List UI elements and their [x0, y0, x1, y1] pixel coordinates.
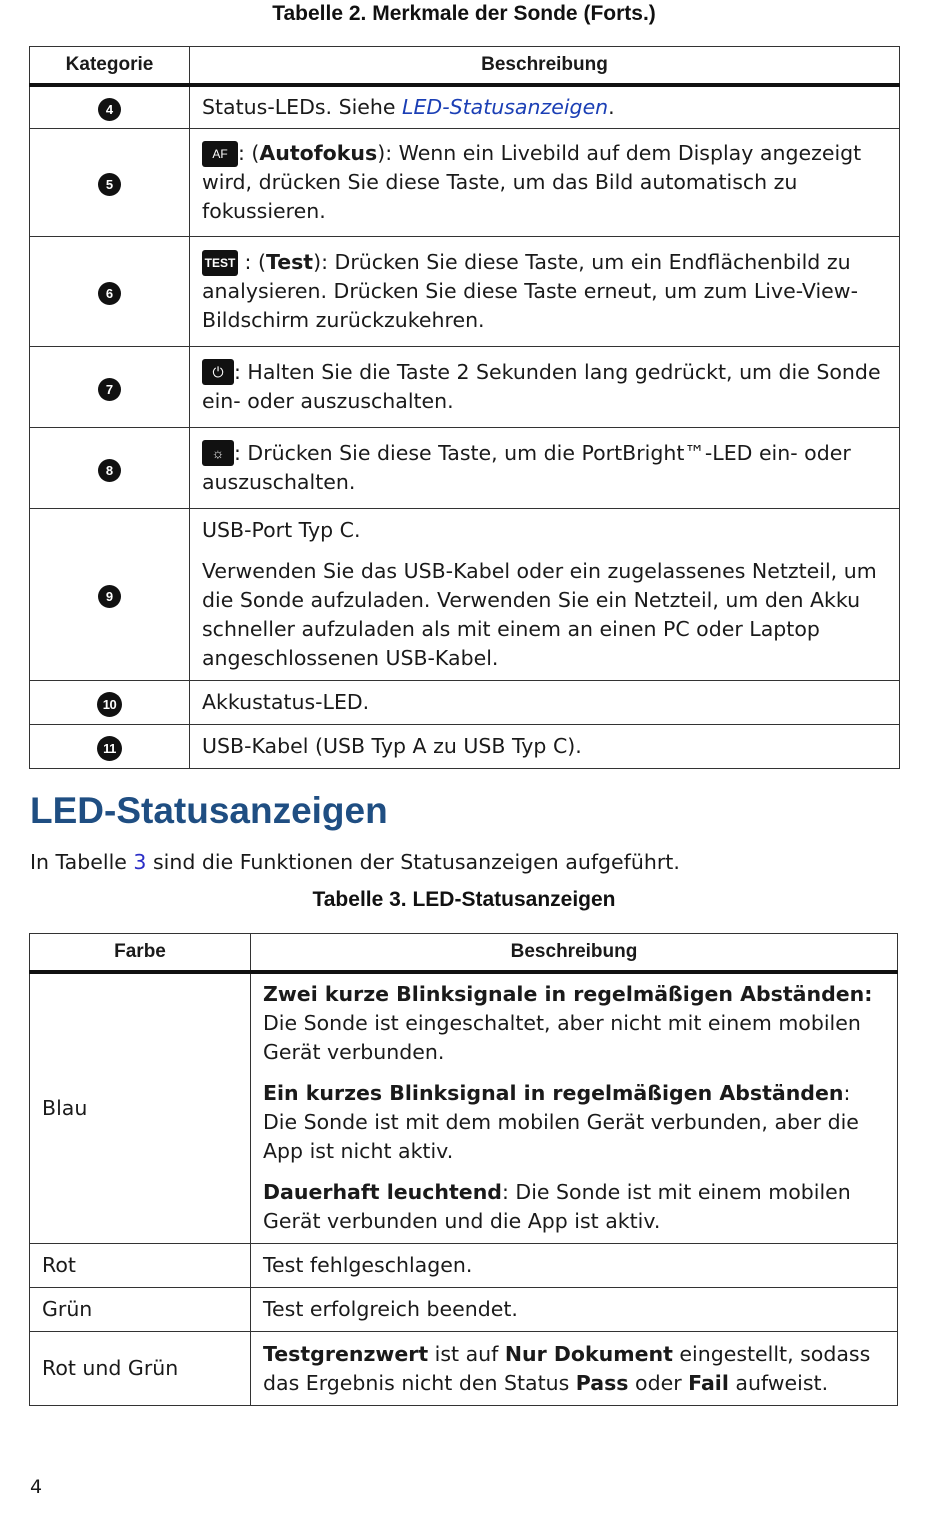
header-description: Beschreibung [251, 934, 898, 972]
callout-number: 4 [98, 98, 121, 121]
color-green: Grün [30, 1288, 251, 1332]
row-text: ): Drücken Sie diese Taste, um ein Endflächenbild zu analysieren. Drücken Sie diese Taste erneut, um zum Live-View-Bildschirm zurückzukehren. [202, 250, 858, 332]
callout-number: 6 [98, 282, 121, 305]
color-blue: Blau [30, 972, 251, 1244]
row-text-detail: Verwenden Sie das USB-Kabel oder ein zugelassenes Netzteil, um die Sonde aufzuladen. Verwenden Sie ein Netzteil, um den Akku schneller aufzuladen als mit einem an einen PC oder Laptop angeschlossenen USB-Kabel. [202, 559, 877, 670]
callout-number: 9 [98, 585, 121, 608]
table-row: 5 AF : (Autofokus): Wenn ein Livebild auf dem Display angezeigt wird, drücken Sie diese Taste, um das Bild automatisch zu fokussieren. [30, 129, 900, 237]
row-text: USB-Port Typ C. [202, 518, 361, 542]
red-text: Test fehlgeschlagen. [251, 1244, 898, 1288]
header-description: Beschreibung [190, 47, 900, 85]
callout-number: 5 [98, 173, 121, 196]
callout-number: 7 [98, 378, 121, 401]
autofocus-key-icon: AF [202, 141, 238, 167]
table-row [30, 725, 900, 769]
green-text: Test erfolgreich beendet. [251, 1288, 898, 1332]
light-icon: ☼ [202, 440, 234, 466]
header-category: Kategorie [30, 47, 190, 85]
row-text: Akkustatus-LED. [190, 681, 900, 725]
row-text: : Drücken Sie diese Taste, um die PortBright™-LED ein- oder auszuschalten. [202, 441, 851, 494]
row-text: : Halten Sie die Taste 2 Sekunden lang gedrückt, um die Sonde ein- oder auszuschalten. [202, 360, 881, 413]
table3-link[interactable]: 3 [133, 850, 147, 874]
blue-item: Dauerhaft leuchtend: Die Sonde ist mit einem mobilen Gerät verbunden und die App ist aktiv. [263, 1180, 851, 1234]
table-row [30, 1288, 898, 1332]
color-red: Rot [30, 1244, 251, 1288]
table-row [30, 1332, 898, 1406]
led-status-link[interactable]: LED-Statusanzeigen [402, 94, 609, 119]
row-text: Status-LEDs. Siehe [202, 94, 403, 119]
section-title: LED-Statusanzeigen [30, 790, 388, 831]
callout-number: 11 [97, 736, 122, 761]
callout-number: 8 [98, 459, 121, 482]
blue-item: Ein kurzes Blinksignal in regelmäßigen Abständen: Die Sonde ist mit dem mobilen Gerät verbunden, aber die App ist nicht aktiv. [263, 1081, 859, 1164]
table-row [30, 509, 900, 681]
table-row [30, 681, 900, 725]
color-red-green: Rot und Grün [30, 1332, 251, 1406]
section-intro: In Tabelle 3 sind die Funktionen der Statusanzeigen aufgeführt. [30, 850, 680, 874]
table2-caption: Tabelle 2. Merkmale der Sonde (Forts.) [272, 2, 656, 25]
table-row: 6 TEST : (Test): Drücken Sie diese Taste, um ein Endflächenbild zu analysieren. Drücken Sie diese Taste erneut, um zum Live-View-Bildschirm zurückzukehren. [30, 237, 900, 347]
header-color: Farbe [30, 934, 251, 972]
red-green-text: Testgrenzwert ist auf Nur Dokument eingestellt, sodass das Ergebnis nicht den Status Pass oder Fail aufweist. [251, 1332, 898, 1406]
callout-number: 10 [97, 692, 122, 717]
power-icon: ⏻ [202, 359, 234, 385]
table-row [30, 1244, 898, 1288]
table-row [30, 347, 900, 428]
row-text: ): Wenn ein Livebild auf dem Display angezeigt wird, drücken Sie diese Taste, um das Bild automatisch zu fokussieren. [202, 141, 862, 223]
blue-item: Zwei kurze Blinksignale in regelmäßigen Abständen: Die Sonde ist eingeschaltet, aber nicht mit einem mobilen Gerät verbunden. [263, 982, 873, 1065]
row-text: USB-Kabel (USB Typ A zu USB Typ C). [190, 725, 900, 769]
table-row: 4 Status-LEDs. Siehe LED-Statusanzeigen. [30, 85, 900, 129]
page-number: 4 [30, 1476, 43, 1498]
led-status-table [29, 933, 898, 1406]
test-key-icon: TEST [202, 250, 238, 276]
features-table [29, 46, 900, 769]
table-row [30, 428, 900, 509]
table-row [30, 972, 898, 1244]
table3-caption: Tabelle 3. LED-Statusanzeigen [312, 888, 616, 911]
